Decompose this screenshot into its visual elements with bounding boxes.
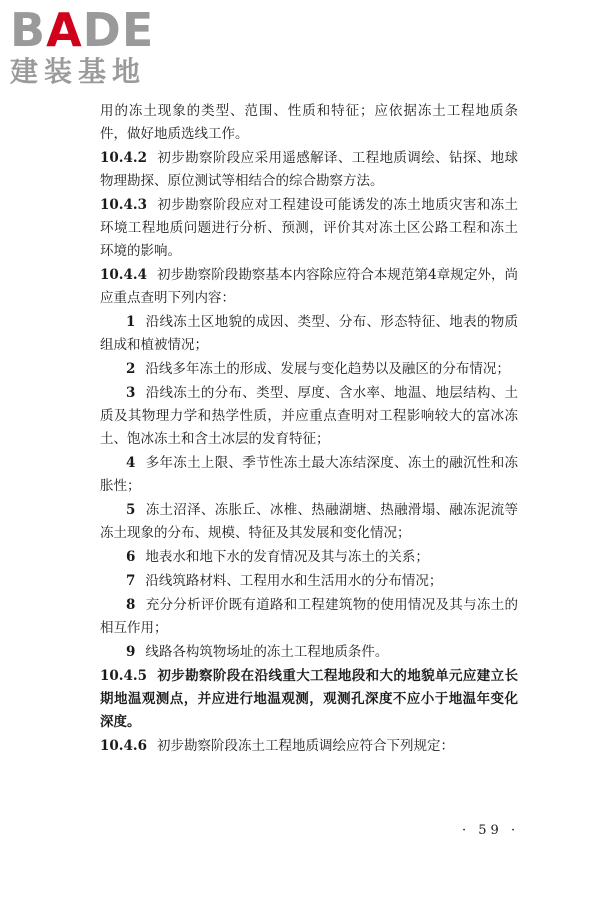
list-item: 1 沿线冻土区地貌的成因、类型、分布、形态特征、地表的物质组成和植被情况； (100, 314, 518, 353)
list-item: 6 地表水和地下水的发育情况及其与冻土的关系； (126, 549, 429, 565)
clause-10-4-4: 10.4.4 初步勘察阶段勘察基本内容除应符合本规范第4章规定外，尚应重点查明下列内容： (100, 267, 518, 306)
item-number: 1 (126, 314, 136, 330)
item-number: 7 (126, 573, 136, 589)
clause-number: 10.4.6 (100, 738, 147, 754)
clause-10-4-6: 10.4.6 初步勘察阶段冻土工程地质调绘应符合下列规定： (100, 738, 454, 754)
clause-number: 10.4.3 (100, 197, 147, 213)
paragraph-continued: 用的冻土现象的类型、范围、性质和特征；应依据冻土工程地质条件，做好地质选线工作。 (100, 103, 518, 142)
clause-number: 10.4.5 (100, 668, 147, 684)
list-item: 7 沿线筑路材料、工程用水和生活用水的分布情况； (126, 573, 443, 589)
list-item: 8 充分分析评价既有道路和工程建筑物的使用情况及其与冻土的相互作用； (100, 597, 518, 636)
item-number: 6 (126, 549, 136, 565)
document-body (100, 100, 518, 759)
item-number: 5 (126, 502, 136, 518)
list-item: 3 沿线冻土的分布、类型、厚度、含水率、地温、地层结构、土质及其物理力学和热学性质，并应重点查明对工程影响较大的富冰冻土、饱冰冻土和含土冰层的发育特征； (100, 385, 518, 447)
logo-wordmark: BADE (10, 3, 155, 57)
clause-10-4-5: 10.4.5 初步勘察阶段在沿线重大工程地段和大的地貌单元应建立长期地温观测点，并应进行地温观测，观测孔深度不应小于地温年变化深度。 (100, 668, 518, 730)
list-item: 4 多年冻土上限、季节性冻土最大冻结深度、冻土的融沉性和冻胀性； (100, 455, 518, 494)
page-number: · 59 · (462, 823, 520, 838)
clause-10-4-3: 10.4.3 初步勘察阶段应对工程建设可能诱发的冻土地质灾害和冻土环境工程地质问题进行分析、预测，评价其对冻土区公路工程和冻土环境的影响。 (100, 197, 518, 259)
clause-number: 10.4.2 (100, 150, 147, 166)
clause-10-4-2: 10.4.2 初步勘察阶段应采用遥感解译、工程地质调绘、钻探、地球物理勘探、原位测试等相结合的综合勘察方法。 (100, 150, 518, 189)
list-item: 5 冻土沼泽、冻胀丘、冰椎、热融湖塘、热融滑塌、融冻泥流等冻土现象的分布、规模、特征及其发展和变化情况； (100, 502, 518, 541)
item-number: 9 (126, 644, 136, 660)
item-number: 8 (126, 597, 136, 613)
logo-accent-letter: A (46, 3, 83, 57)
item-number: 2 (126, 361, 136, 377)
item-number: 4 (126, 455, 136, 471)
logo (10, 3, 180, 88)
clause-number: 10.4.4 (100, 267, 147, 283)
list-item: 2 沿线多年冻土的形成、发展与变化趋势以及融区的分布情况； (126, 361, 510, 377)
logo-subtitle: 建装基地 (10, 55, 147, 88)
list-item: 9 线路各构筑物场址的冻土工程地质条件。 (126, 644, 389, 660)
item-number: 3 (126, 385, 136, 401)
